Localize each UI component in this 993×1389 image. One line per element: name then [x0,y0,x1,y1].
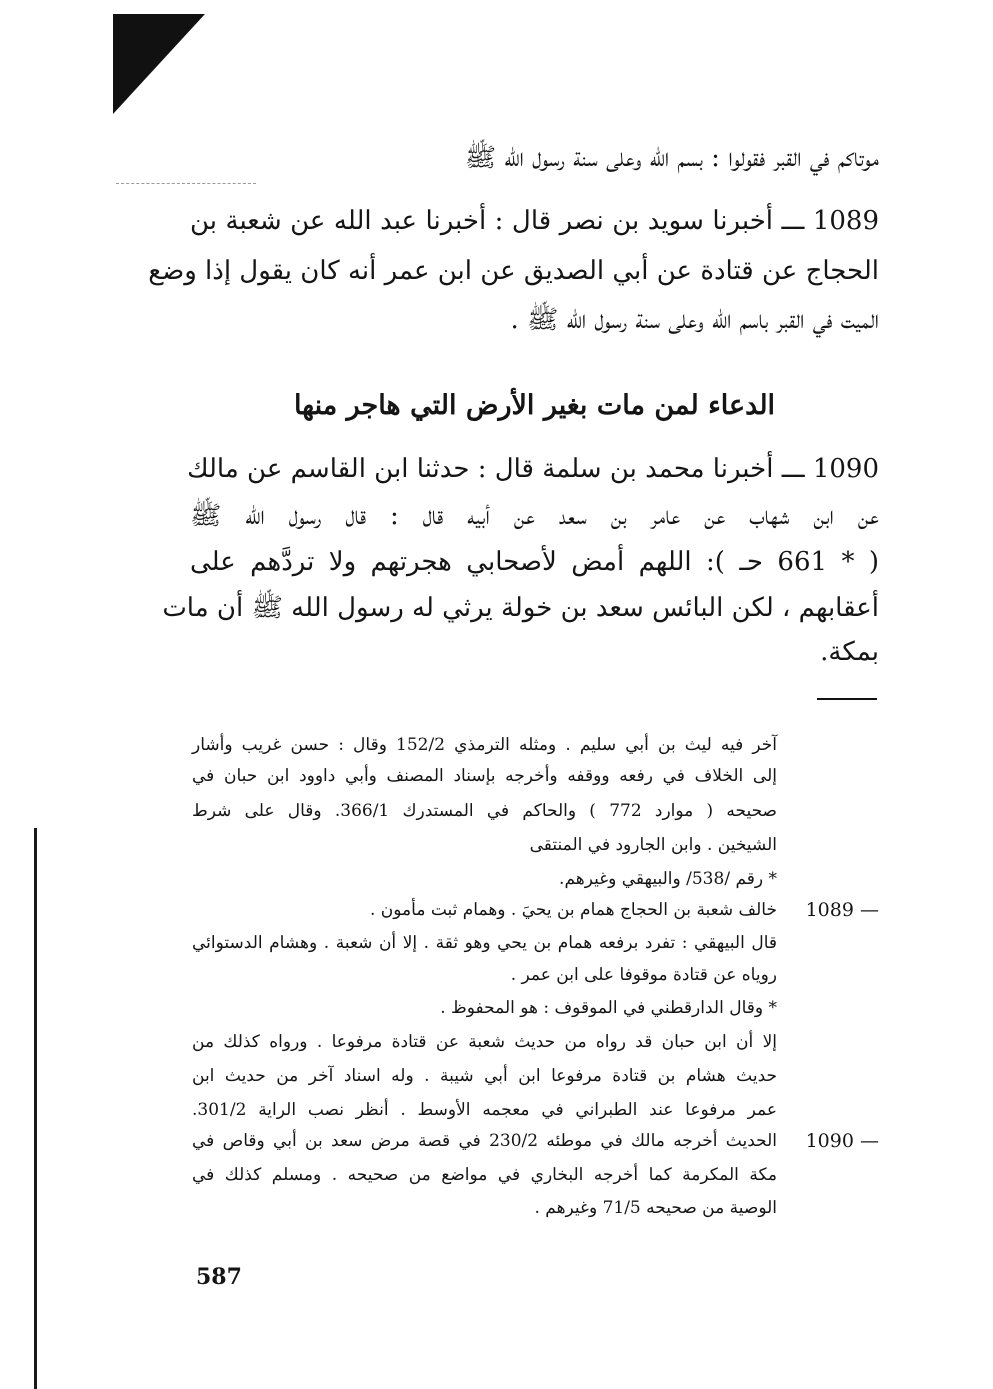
footnote-line: حديث هشام بن قتادة مرفوعا ابن أبي شيبة . وله اسناد آخر من حديث ابن [192,1066,777,1086]
scan-margin-rule [34,828,37,1389]
page-number: 587 [196,1264,242,1290]
footnote-line: * وقال الدارقطني في الموقوف : هو المحفوظ . [440,998,777,1018]
section-heading: الدعاء لمن مات بغير الأرض التي هاجر منها [293,390,776,421]
footnote-line: مكة المكرمة كما أخرجه البخاري في مواضع من صحيحه . ومسلم كذلك في [192,1165,777,1185]
footnote-line: روياه عن قتادة موقوفا على ابن عمر . [510,965,777,985]
footnote-number: 1089 — [805,899,879,921]
footnote-line: * رقم /538/ والبيهقي وغيرهم. [559,869,777,889]
footnote-line: آخر فيه ليث بن أبي سليم . ومثله الترمذي 152/2 وقال : حسن غريب وأشار [192,735,777,755]
faint-rule [116,183,256,184]
footnote-number: 1090 — [805,1130,879,1152]
footnote-line: قال البيهقي : تفرد برفعه همام بن يحي وهو ثقة . إلا أن شعبة . وهشام الدستوائي [192,933,777,953]
footnote-line: الشيخين . وابن الجارود في المنتقى [529,835,777,855]
body-line: موتاكم في القبر فقولوا : بسم الله وعلى سنة رسول الله ﷺ [464,143,879,173]
body-line: بمكة. [820,637,879,667]
footnote-line: صحيحه ( موارد 772 ) والحاكم في المستدرك 366/1. وقال على شرط [192,801,777,821]
body-line: الميت في القبر باسم الله وعلى سنة رسول الله ﷺ . [510,305,879,335]
footnote-line: خالف شعبة بن الحجاج همام بن يحيَ . وهمام ثبت مأمون . [369,900,777,920]
body-line: الحجاج عن قتادة عن أبي الصديق عن ابن عمر أنه كان يقول إذا وضع [148,256,879,286]
body-line: 1089 ـــ أخبرنا سويد بن نصر قال : أخبرنا عبد الله عن شعبة بن [190,206,879,236]
body-line: عن ابن شهاب عن عامر بن سعد عن أبيه قال : قال رسول الله ﷺ [190,501,879,531]
footnote-line: إلى الخلاف في رفعه ووقفه وأخرجه بإسناد المصنف وأبي داوود ابن حبان في [192,766,777,786]
footnote-line: الحديث أخرجه مالك في موطئه 230/2 في قصة مرض سعد بن أبي وقاص في [192,1131,777,1151]
scan-corner-mark [113,14,205,114]
footnote-line: الوصية من صحيحه 71/5 وغيرهم . [534,1198,777,1218]
body-line: 1090 ـــ أخبرنا محمد بن سلمة قال : حدثنا ابن القاسم عن مالك [187,454,879,484]
footnote-separator [817,698,877,700]
body-line: ( * 661 حـ ): اللهم أمض لأصحابي هجرتهم ولا تردَّهم على [190,547,879,577]
footnote-line: عمر مرفوعا عند الطبراني في معجمه الأوسط . أنظر نصب الراية 301/2. [192,1100,777,1120]
footnote-line: إلا أن ابن حبان قد رواه من حديث شعبة عن قتادة مرفوعا . ورواه كذلك من [192,1032,777,1052]
body-line: أعقابهم ، لكن البائس سعد بن خولة يرثي له رسول الله ﷺ أن مات [162,593,879,623]
